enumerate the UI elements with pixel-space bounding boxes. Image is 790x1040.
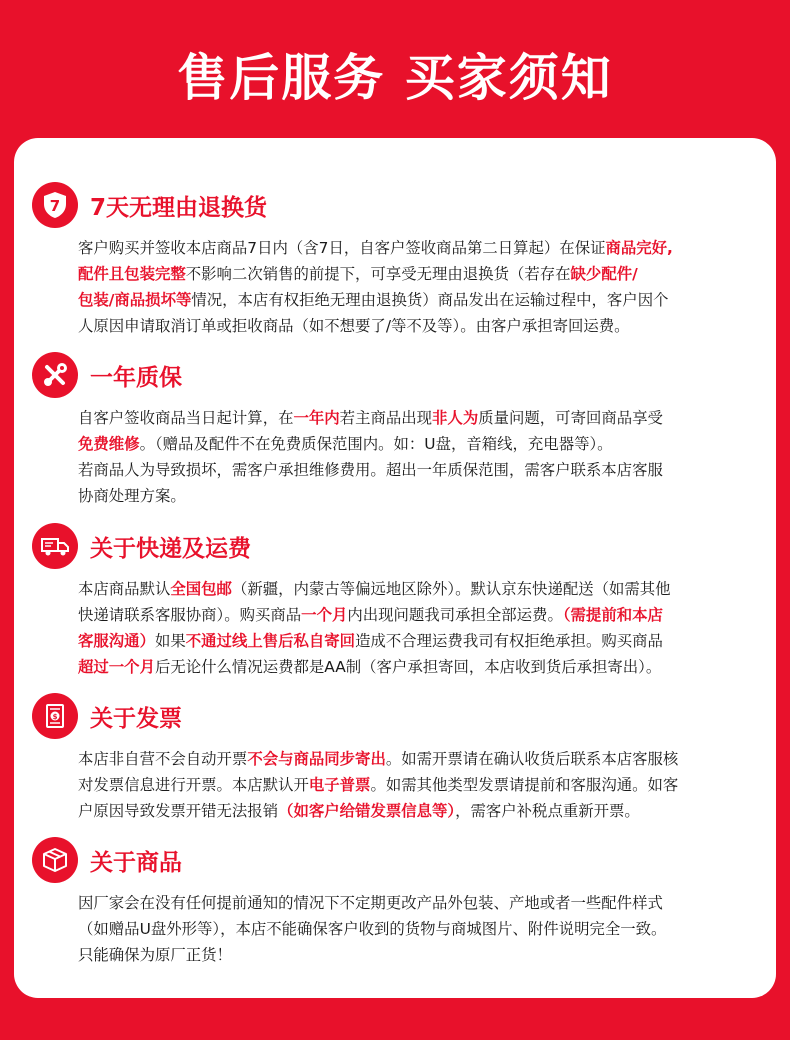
body-line	[78, 235, 762, 261]
body-line	[78, 287, 762, 313]
shield-7-icon-label: 7	[49, 197, 61, 215]
body-text: 户原因导致发票开错无法报销	[78, 802, 279, 820]
section-title: 一年质保	[90, 364, 182, 391]
svg-text:$: $	[52, 713, 58, 721]
highlight-text: 一个月	[301, 606, 348, 624]
product-box-icon	[32, 837, 78, 883]
body-text: 本店非自营不会自动开票	[78, 750, 248, 768]
highlight-text: 配件且包装完整	[78, 265, 186, 283]
section-body	[78, 746, 762, 824]
body-text: 人原因申请取消订单或拒收商品（如不想要了/等不及等）。由客户承担寄回运费。	[78, 317, 630, 335]
body-text: 内出现问题我司承担全部运费。	[347, 606, 563, 624]
highlight-text: 客服沟通）	[78, 632, 155, 650]
body-text: 本店商品默认	[78, 580, 171, 598]
body-line	[78, 602, 762, 628]
body-line	[78, 772, 762, 798]
body-line	[78, 431, 762, 457]
page-title: 售后服务 买家须知	[177, 49, 613, 107]
highlight-text: 免费维修	[78, 435, 140, 453]
section-header	[32, 693, 182, 739]
body-text: 情况，本店有权拒绝无理由退换货）商品发出在运输过程中，客户因个	[191, 291, 669, 309]
body-text: 。如需开票请在确认收货后联系本店客服核	[385, 750, 679, 768]
body-line	[78, 405, 762, 431]
highlight-text: 全国包邮	[170, 580, 232, 598]
body-text: 因厂家会在没有任何提前通知的情况下不定期更改产品外包装、产地或者一些配件样式	[78, 894, 663, 912]
body-text: （新疆，内蒙古等偏远地区除外）。默认京东快递配送（如需其他	[231, 580, 671, 598]
body-line	[78, 457, 762, 483]
delivery-truck-icon	[32, 523, 78, 569]
section-body	[78, 405, 762, 509]
body-text: 自客户签收商品当日起计算，在	[78, 409, 294, 427]
highlight-text: 包装/商品损坏等	[78, 291, 192, 309]
body-text: 若商品人为导致损坏，需客户承担维修费用。超出一年质保范围，需客户联系本店客服	[78, 461, 663, 479]
highlight-text: 非人为	[432, 409, 479, 427]
body-text: 对发票信息进行开票。本店默认开	[78, 776, 309, 794]
highlight-text: 电子普票	[308, 776, 371, 794]
invoice-receipt-icon	[32, 693, 78, 739]
section-body	[78, 890, 762, 968]
section-title: 关于商品	[90, 849, 182, 876]
highlight-text: 缺少配件/	[570, 265, 638, 283]
section-title: 7天无理由退换货	[90, 194, 268, 221]
section-header	[32, 182, 267, 228]
highlight-text: 不会与商品同步寄出	[247, 750, 386, 768]
body-text: 造成不合理运费我司有权拒绝承担。购买商品	[355, 632, 663, 650]
repair-tools-icon	[32, 352, 78, 398]
highlight-text: 一年内	[293, 409, 340, 427]
highlight-text: （需提前和本店	[562, 606, 663, 624]
body-line	[78, 576, 762, 602]
body-line	[78, 916, 762, 942]
body-line	[78, 798, 762, 824]
highlight-text: （如客户给错发票信息等）	[278, 802, 456, 820]
body-line	[78, 942, 762, 968]
body-line	[78, 483, 762, 509]
body-text: 客户购买并签收本店商品7日内（含7日，自客户签收商品第二日算起）在保证	[78, 239, 606, 257]
body-text: 若主商品出现	[339, 409, 433, 427]
body-text: 协商处理方案。	[78, 487, 186, 505]
body-line	[78, 261, 762, 287]
body-line	[78, 746, 762, 772]
highlight-text: 不通过线上售后私自寄回	[185, 632, 356, 650]
body-text: 。如需其他类型发票请提前和客服沟通。如客	[370, 776, 679, 794]
highlight-text: 商品完好,	[605, 239, 673, 257]
body-text: ，需客户补税点重新开票。	[455, 802, 640, 820]
body-text: 后无论什么情况运费都是AA制（客户承担寄回，本店收到货后承担寄出）。	[154, 658, 662, 676]
section-title: 关于快递及运费	[90, 535, 251, 562]
body-text: 质量问题，可寄回商品享受	[478, 409, 663, 427]
section-body	[78, 235, 762, 339]
notice-card	[14, 138, 776, 998]
body-text: 。（赠品及配件不在免费质保范围内。如：U盘，音箱线，充电器等）。	[139, 435, 613, 453]
body-text: 只能确保为原厂正货！	[78, 946, 232, 964]
shield-7-icon	[32, 182, 78, 228]
section-title: 关于发票	[90, 705, 182, 732]
section-header	[32, 837, 182, 883]
body-text: 如果	[154, 632, 186, 650]
section-header	[32, 523, 251, 569]
body-text: 不影响二次销售的前提下，可享受无理由退换货（若存在	[185, 265, 571, 283]
body-line	[78, 654, 762, 680]
body-line	[78, 628, 762, 654]
body-text: 快递请联系客服协商）。购买商品	[78, 606, 302, 624]
body-text: （如赠品U盘外形等），本店不能确保客户收到的货物与商城图片、附件说明完全一致。	[78, 920, 667, 938]
body-line	[78, 890, 762, 916]
highlight-text: 超过一个月	[78, 658, 155, 676]
section-header	[32, 352, 182, 398]
section-body	[78, 576, 762, 680]
body-line	[78, 313, 762, 339]
